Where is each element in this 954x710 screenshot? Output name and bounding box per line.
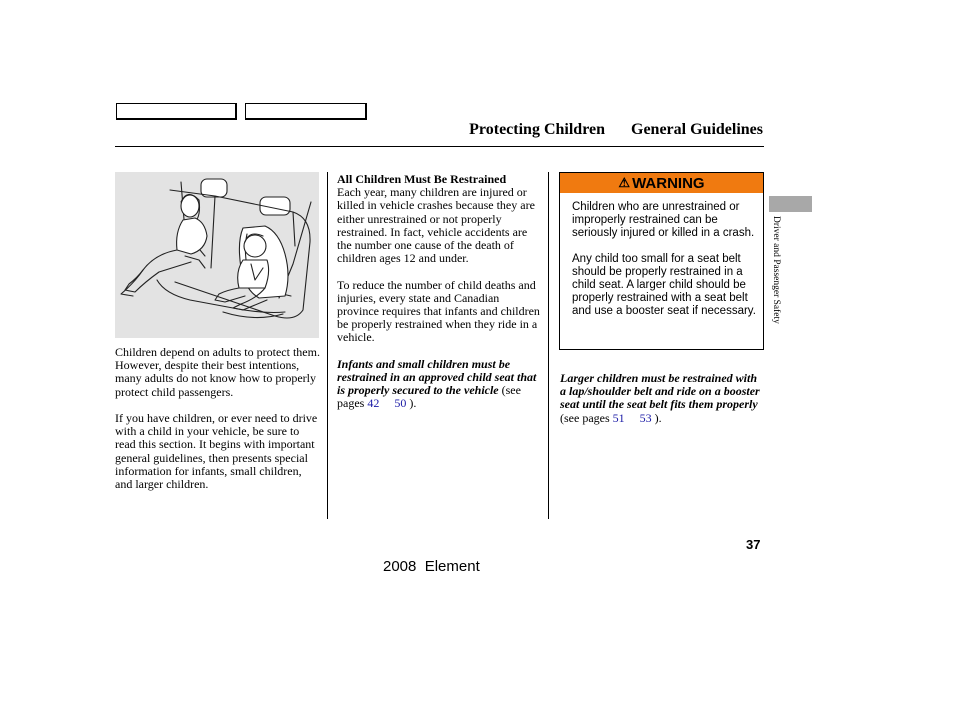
infant-guideline-emphasis: Infants and small children must be restrained in an approved child seat that is properly secured to the vehicle — [337, 356, 537, 398]
section-overview-paragraph: If you have children, or ever need to drive with a child in your vehicle, be sure to read this section. It begins with important general guidelines, then presents special information for infants, small children, and larger children. — [115, 411, 318, 492]
infant-guideline: Infants and small children must be restrained in an approved child seat that is properly secured to the vehicle (see pages 42 50 ). — [337, 356, 537, 411]
larger-children-emphasis: Larger children must be restrained with a lap/shoulder belt and ride on a booster seat until the seat belt fits them properly — [560, 371, 760, 412]
column-divider-left — [327, 172, 328, 519]
page-link-42[interactable]: 42 — [367, 396, 380, 411]
page-number: 37 — [746, 537, 761, 552]
left-column — [115, 346, 320, 504]
page-link-50[interactable]: 50 — [394, 396, 407, 411]
warning-paragraph-2: Any child too small for a seat belt should be properly restrained in a child seat. A larger child should be properly restrained with a seat belt and use a booster seat if necessary. — [572, 253, 756, 317]
footer-model: 2008 Element — [383, 558, 480, 575]
page-link-51[interactable]: 51 — [612, 410, 625, 425]
restraint-heading: All Children Must Be Restrained — [337, 172, 507, 186]
warning-banner — [560, 173, 763, 193]
legal-requirement-paragraph: To reduce the number of child deaths and injuries, every state and Canadian province requires that infants and children be properly restrained when they ride in a vehicle. — [337, 277, 540, 345]
right-column — [560, 372, 764, 438]
middle-column — [337, 173, 542, 424]
section-title: Protecting Children — [469, 121, 605, 138]
warning-triangle-icon: ⚠ — [618, 175, 631, 190]
column-divider-right — [548, 172, 549, 519]
crash-statistics-paragraph: Each year, many children are injured or killed in vehicle crashes because they are either unrestrained or not properly restrained. In fact, vehicle accidents are the number one cause of the death of children ages 12 and under. — [337, 185, 535, 266]
subsection-title: General Guidelines — [631, 121, 763, 138]
warning-box — [559, 172, 764, 350]
header-divider — [115, 146, 764, 147]
page-title — [469, 121, 763, 139]
nav-button-next[interactable] — [245, 103, 367, 120]
page-link-53[interactable]: 53 — [639, 410, 652, 425]
section-tab-label: Driver and Passenger Safety — [771, 216, 781, 324]
child-seat-illustration — [115, 172, 319, 338]
larger-children-guideline: Larger children must be restrained with a lap/shoulder belt and ride on a booster seat until the seat belt fits them properly (see pages 51 53 ). — [560, 371, 760, 425]
intro-paragraph: Children depend on adults to protect them. However, despite their best intentions, many adults do not know how to properly protect child passengers. — [115, 345, 320, 399]
warning-paragraph-1: Children who are unrestrained or improperly restrained can be seriously injured or killed in a crash. — [572, 201, 755, 239]
see-pages-text: (see pages — [337, 383, 521, 411]
warning-body — [572, 201, 758, 331]
warning-label: WARNING — [632, 174, 705, 192]
section-tab[interactable] — [769, 196, 812, 212]
nav-button-previous[interactable] — [116, 103, 237, 120]
children-in-back-seat-icon — [115, 172, 319, 338]
